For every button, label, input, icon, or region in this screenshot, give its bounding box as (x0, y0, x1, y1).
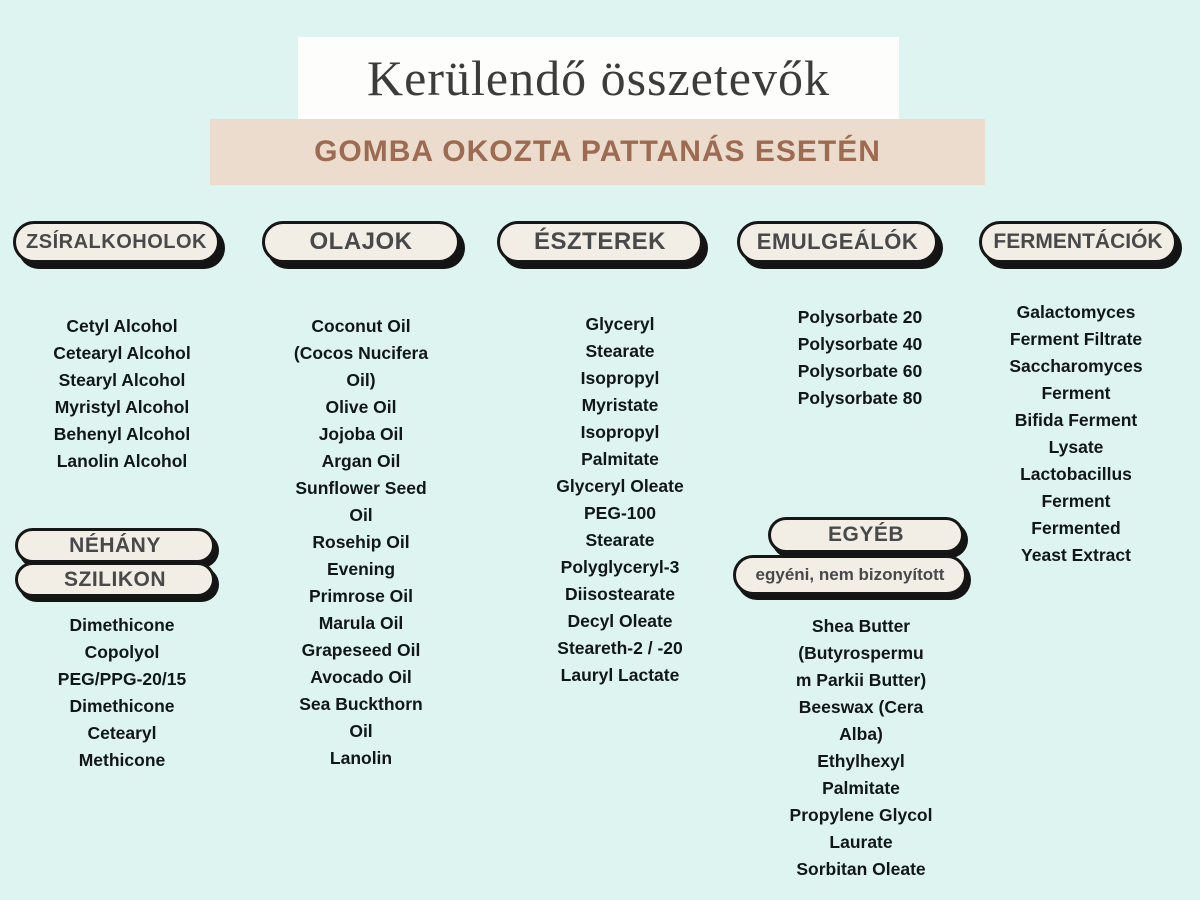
ingredient-line: m Parkii Butter) (795, 670, 927, 690)
ingredient-line: Dimethicone (69, 615, 175, 635)
ingredient-line: Sorbitan Oleate (796, 859, 926, 879)
ingredient-line: Ferment Filtrate (1009, 329, 1143, 349)
ingredient-line: Ethylhexyl (817, 751, 905, 771)
ingredient-line: Ferment (1041, 383, 1111, 403)
title-card (298, 37, 899, 119)
page-title: Kerülendő összetevők (367, 50, 830, 106)
ingredient-line: Lanolin Alcohol (56, 451, 188, 471)
ingredient-line: Lysate (1048, 437, 1104, 457)
header-pill-esters: ÉSZTEREK (497, 221, 703, 263)
ingredient-line: Avocado Oil (310, 667, 412, 687)
ingredient-line: Ferment (1041, 491, 1111, 511)
ingredient-line: PEG/PPG-20/15 (57, 669, 187, 689)
ingredient-line: Lanolin (329, 748, 393, 768)
header-pill-other: EGYÉB (768, 517, 964, 553)
ingredient-line: Polysorbate 80 (797, 388, 923, 408)
ingredient-line: Polysorbate 40 (797, 334, 923, 354)
ingredient-line: Polysorbate 20 (797, 307, 923, 327)
ingredient-line: Steareth-2 / -20 (557, 638, 683, 658)
ingredient-line: (Butyrospermu (798, 643, 924, 663)
ingredient-line: Lauryl Lactate (560, 665, 680, 685)
ingredient-line: Bifida Ferment (1014, 410, 1138, 430)
ingredient-line: Copolyol (84, 642, 160, 662)
ingredient-line: Evening (326, 559, 396, 579)
ingredient-line: Cetearyl Alcohol (53, 343, 191, 363)
banner-text: GOMBA OKOZTA PATTANÁS ESETÉN (314, 135, 881, 168)
header-pill-fatty-alcohols: ZSÍRALKOHOLOK (13, 221, 220, 263)
ingredient-line: (Cocos Nucifera (293, 343, 429, 363)
ingredient-line: Saccharomyces (1009, 356, 1143, 376)
ingredient-line: Rosehip Oil (312, 532, 410, 552)
ingredient-list-emulsifiers (750, 304, 970, 412)
ingredient-list-esters (510, 311, 730, 689)
ingredient-line: Propylene Glycol (789, 805, 933, 825)
ingredient-list-other (752, 613, 970, 883)
note-pill-individual-unproven: egyéni, nem bizonyított (733, 555, 967, 595)
ingredient-line: Lactobacillus (1020, 464, 1132, 484)
ingredient-line: Decyl Oleate (567, 611, 673, 631)
ingredient-line: Palmitate (581, 449, 659, 469)
ingredient-line: Alba) (839, 724, 883, 744)
header-pill-fermentations: FERMENTÁCIÓK (979, 221, 1177, 263)
ingredient-line: Palmitate (822, 778, 900, 798)
ingredient-line: Beeswax (Cera (798, 697, 924, 717)
subtitle-banner (210, 119, 985, 185)
ingredient-line: Shea Butter (811, 616, 911, 636)
ingredient-line: Cetearyl (87, 723, 157, 743)
ingredient-line: Stearyl Alcohol (58, 370, 186, 390)
ingredient-list-fermentations (965, 299, 1187, 569)
ingredient-line: Stearate (585, 341, 655, 361)
ingredient-line: Grapeseed Oil (301, 640, 421, 660)
ingredient-line: Primrose Oil (308, 586, 414, 606)
ingredient-line: Polysorbate 60 (797, 361, 923, 381)
ingredient-line: Marula Oil (318, 613, 404, 633)
ingredient-line: Fermented (1031, 518, 1121, 538)
ingredient-line: Dimethicone (69, 696, 175, 716)
ingredient-line: Isopropyl (580, 422, 660, 442)
ingredient-line: Myristyl Alcohol (54, 397, 190, 417)
header-pill-some: NÉHÁNY (15, 528, 215, 563)
ingredient-list-silicones (12, 612, 232, 774)
ingredient-line: Yeast Extract (1021, 545, 1131, 565)
ingredient-line: Oil) (346, 370, 376, 390)
ingredient-line: Glyceryl (585, 314, 655, 334)
ingredient-line: Argan Oil (321, 451, 401, 471)
ingredient-line: Coconut Oil (311, 316, 411, 336)
ingredient-line: Oil (349, 505, 373, 525)
ingredient-list-fatty-alcohols (12, 313, 232, 475)
ingredient-line: Polyglyceryl-3 (560, 557, 680, 577)
ingredient-line: Stearate (585, 530, 655, 550)
ingredient-line: Cetyl Alcohol (66, 316, 178, 336)
header-pill-emulsifiers: EMULGEÁLÓK (737, 221, 938, 263)
ingredient-line: Oil (349, 721, 373, 741)
header-pill-silicone: SZILIKON (15, 562, 215, 597)
ingredient-line: Laurate (829, 832, 893, 852)
ingredient-line: Isopropyl (580, 368, 660, 388)
ingredient-line: Galactomyces (1016, 302, 1136, 322)
header-pill-oils: OLAJOK (262, 221, 460, 263)
ingredient-line: Glyceryl Oleate (556, 476, 684, 496)
ingredient-line: Sunflower Seed (295, 478, 427, 498)
ingredient-line: Olive Oil (325, 397, 397, 417)
ingredient-line: Jojoba Oil (318, 424, 404, 444)
ingredient-line: Sea Buckthorn (299, 694, 423, 714)
ingredient-list-oils (251, 313, 471, 772)
ingredient-line: Behenyl Alcohol (53, 424, 191, 444)
ingredient-line: Myristate (581, 395, 659, 415)
ingredient-line: Methicone (78, 750, 166, 770)
ingredient-line: PEG-100 (584, 503, 656, 523)
ingredient-line: Diisostearate (565, 584, 675, 604)
